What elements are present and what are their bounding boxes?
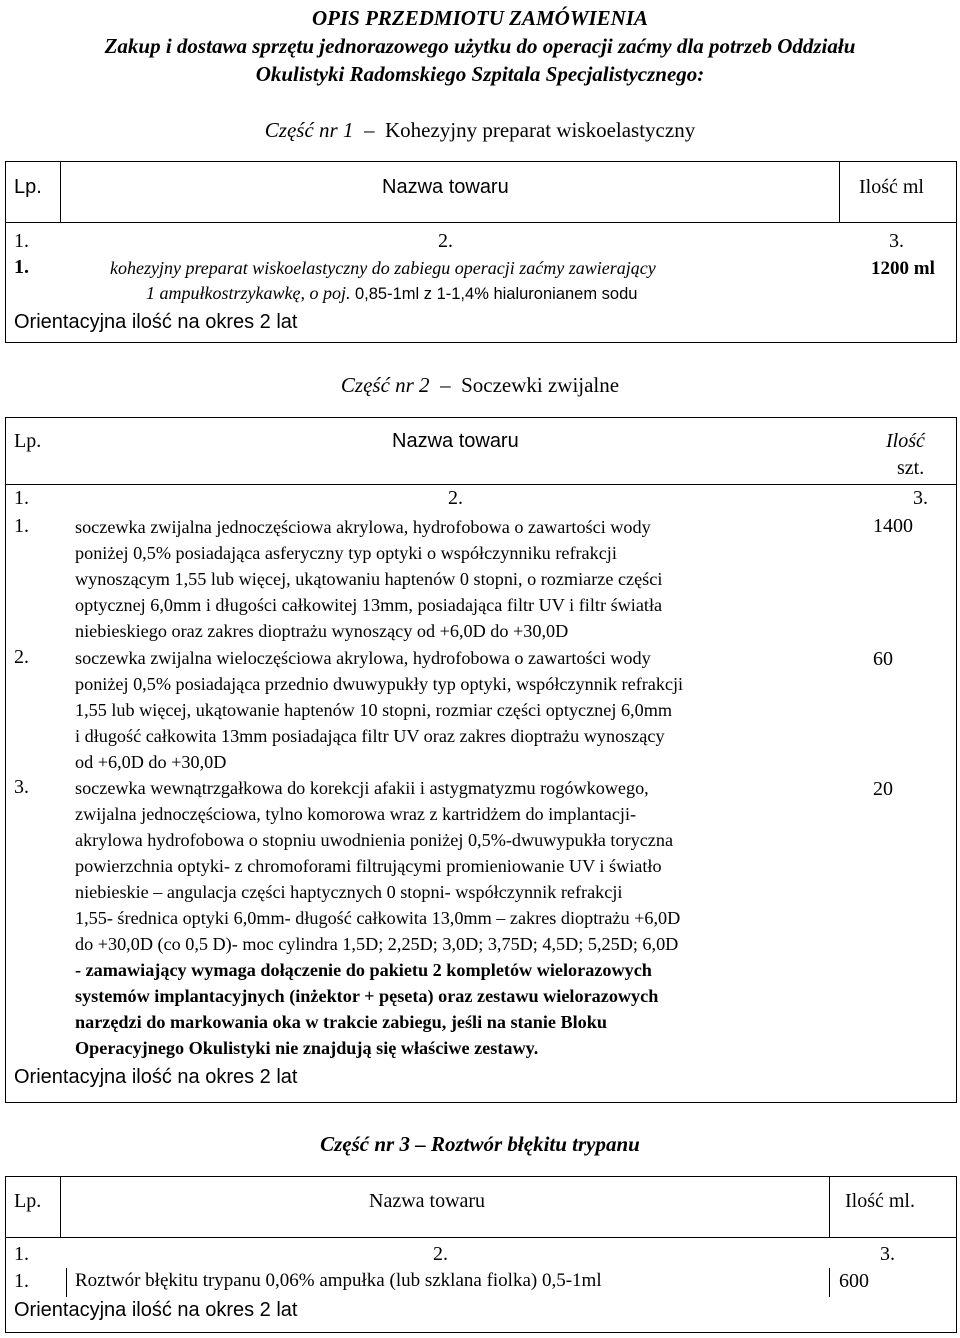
part-1-row-line-1: kohezyjny preparat wiskoelastyczny do zabiegu operacji zaćmy zawierający bbox=[110, 258, 656, 278]
part-1-col-qty: Ilość ml bbox=[859, 176, 924, 198]
requirement-line: systemów implantacyjnych (inżektor + pęseta) oraz zestawu wielorazowych bbox=[75, 986, 659, 1006]
part-3-col-qty: Ilość ml. bbox=[845, 1190, 915, 1212]
part-1-col-divider-right bbox=[839, 161, 840, 223]
part-3-num-2: 2. bbox=[433, 1243, 448, 1265]
part-3-num-1: 1. bbox=[14, 1243, 29, 1265]
part-1-heading bbox=[0, 117, 960, 143]
description-line: powierzchnia optyki- z chromoforami filtrującymi promieniowanie UV i światło bbox=[75, 856, 662, 876]
description-line: soczewka zwijalna jednoczęściowa akrylowa, hydrofobowa o zawartości wody bbox=[75, 517, 651, 537]
part-3-heading: Część nr 3 – Roztwór błękitu trypanu bbox=[320, 1132, 640, 1156]
part-1-header-divider bbox=[5, 222, 957, 223]
part-1-heading-number: Część nr 1 bbox=[264, 118, 354, 142]
description-line: soczewka wewnątrzgałkowa do korekcji afakii i astygmatyzmu rogówkowego, bbox=[75, 778, 649, 798]
part-2-col-qty-line-1: Ilość bbox=[886, 430, 925, 452]
part-2-heading-number: Część nr 2 bbox=[340, 373, 430, 397]
description-line: 1,55- średnica optyki 6,0mm- długość całkowita 13,0mm – zakres dioptrażu +6,0D bbox=[75, 908, 681, 928]
description-line: niebieskie – angulacja części haptycznych 0 stopni- współczynnik refrakcji bbox=[75, 882, 623, 902]
part-3-row-divider-left bbox=[66, 1268, 67, 1297]
part-3-footer: Orientacyjna ilość na okres 2 lat bbox=[14, 1299, 298, 1321]
document-title: OPIS PRZEDMIOTU ZAMÓWIENIA bbox=[311, 6, 649, 30]
part-3-col-name: Nazwa towaru bbox=[369, 1190, 486, 1212]
part-2-row-1-lp: 1. bbox=[14, 515, 29, 537]
description-line: poniżej 0,5% posiadająca przednio dwuwypukły typ optyki, współczynnik refrakcji bbox=[75, 674, 684, 694]
document-subtitle-line-1: Zakup i dostawa sprzętu jednorazowego użytku do operacji zaćmy dla potrzeb Oddziału bbox=[104, 34, 856, 58]
part-1-heading-title: Kohezyjny preparat wiskoelastyczny bbox=[384, 118, 696, 142]
part-1-num-3: 3. bbox=[889, 230, 904, 252]
part-3-row-divider-right bbox=[829, 1268, 830, 1297]
part-2-header-divider bbox=[5, 484, 957, 485]
part-1-col-divider-left bbox=[60, 161, 61, 223]
description-line: zwijalna jednoczęściowa, tylno komorowa wraz z kartridżem do implantacji- bbox=[75, 804, 637, 824]
part-1-col-name: Nazwa towaru bbox=[382, 176, 509, 198]
part-3-col-divider-left bbox=[60, 1176, 61, 1238]
part-1-row-lp: 1. bbox=[14, 256, 29, 278]
part-2-num-2: 2. bbox=[448, 487, 463, 509]
part-2-row-3-description bbox=[75, 775, 680, 1061]
part-3-col-divider-right bbox=[829, 1176, 830, 1238]
requirement-line: Operacyjnego Okulistyki nie znajdują się właściwe zestawy. bbox=[75, 1038, 539, 1058]
part-3-header-divider bbox=[5, 1237, 957, 1238]
part-1-row-qty: 1200 ml bbox=[871, 258, 935, 279]
description-line: poniżej 0,5% posiadająca asferyczny typ optyki o współczynniku refrakcji bbox=[75, 543, 617, 563]
description-line: 1,55 lub więcej, ukątowanie haptenów 10 stopni, rozmiar części optycznej 6,0mm bbox=[75, 700, 672, 720]
part-2-num-3: 3. bbox=[913, 487, 928, 509]
part-3-row-lp: 1. bbox=[14, 1270, 29, 1292]
part-3-row-qty: 600 bbox=[839, 1270, 869, 1292]
part-1-row-line-2 bbox=[146, 283, 637, 304]
description-line: optycznej 6,0mm i długości całkowitej 13mm, posiadająca filtr UV i filtr światła bbox=[75, 595, 663, 615]
part-3-row-name: Roztwór błękitu trypanu 0,06% ampułka (lub szklana fiolka) 0,5-1ml bbox=[75, 1270, 602, 1291]
description-line: akrylowa hydrofobowa o stopniu uwodnienia poniżej 0,5%-dwuwypukła toryczna bbox=[75, 830, 674, 850]
description-line: niebieskiego oraz zakres dioptrażu wynoszący od +6,0D do +30,0D bbox=[75, 621, 569, 641]
part-2-row-1-description bbox=[75, 514, 662, 644]
part-2-row-2-description bbox=[75, 645, 683, 775]
part-2-row-2-lp: 2. bbox=[14, 646, 29, 668]
part-2-heading-title: Soczewki zwijalne bbox=[461, 373, 620, 397]
part-1-num-1: 1. bbox=[14, 230, 29, 252]
description-line: od +6,0D do +30,0D bbox=[75, 752, 227, 772]
part-3-num-3: 3. bbox=[880, 1243, 895, 1265]
part-2-row-3-qty: 20 bbox=[873, 778, 893, 800]
part-2-col-qty-line-2: szt. bbox=[897, 457, 925, 479]
part-2-heading-dash: – bbox=[434, 373, 456, 397]
part-2-row-2-qty: 60 bbox=[873, 648, 893, 670]
part-2-row-3-lp: 3. bbox=[14, 776, 29, 798]
part-2-col-name: Nazwa towaru bbox=[392, 430, 519, 452]
part-2-heading bbox=[0, 372, 960, 398]
requirement-line: - zamawiający wymaga dołączenie do pakietu 2 kompletów wielorazowych bbox=[75, 960, 652, 980]
part-2-row-1-qty: 1400 bbox=[873, 515, 913, 537]
part-2-footer: Orientacyjna ilość na okres 2 lat bbox=[14, 1066, 298, 1088]
description-line: soczewka zwijalna wieloczęściowa akrylowa, hydrofobowa o zawartości wody bbox=[75, 648, 651, 668]
part-1-heading-dash: – bbox=[358, 118, 380, 142]
part-2-num-1: 1. bbox=[14, 487, 29, 509]
part-2-col-lp: Lp. bbox=[14, 430, 42, 452]
requirement-line: narzędzi do markowania oka w trakcie zabiegu, jeśli na stanie Bloku bbox=[75, 1012, 607, 1032]
document-subtitle-line-2: Okulistyki Radomskiego Szpitala Specjalistycznego: bbox=[255, 62, 705, 86]
part-1-footer: Orientacyjna ilość na okres 2 lat bbox=[14, 311, 298, 333]
description-line: wynoszącym 1,55 lub więcej, ukątowaniu haptenów 0 stopni, o rozmiarze części bbox=[75, 569, 663, 589]
part-1-row-line-2-rest: 0,85-1ml z 1-1,4% hialuronianem sodu bbox=[354, 285, 638, 303]
description-line: i długość całkowita 13mm posiadająca filtr UV oraz zakres dioptrażu wynoszący bbox=[75, 726, 665, 746]
part-1-col-lp: Lp. bbox=[14, 176, 42, 198]
part-1-num-2: 2. bbox=[438, 230, 453, 252]
part-1-row-line-2-italic: 1 ampułkostrzykawkę, o poj. bbox=[146, 283, 351, 303]
description-line: do +30,0D (co 0,5 D)- moc cylindra 1,5D; 2,25D; 3,0D; 3,75D; 4,5D; 5,25D; 6,0D bbox=[75, 934, 679, 954]
part-3-col-lp: Lp. bbox=[14, 1190, 42, 1212]
